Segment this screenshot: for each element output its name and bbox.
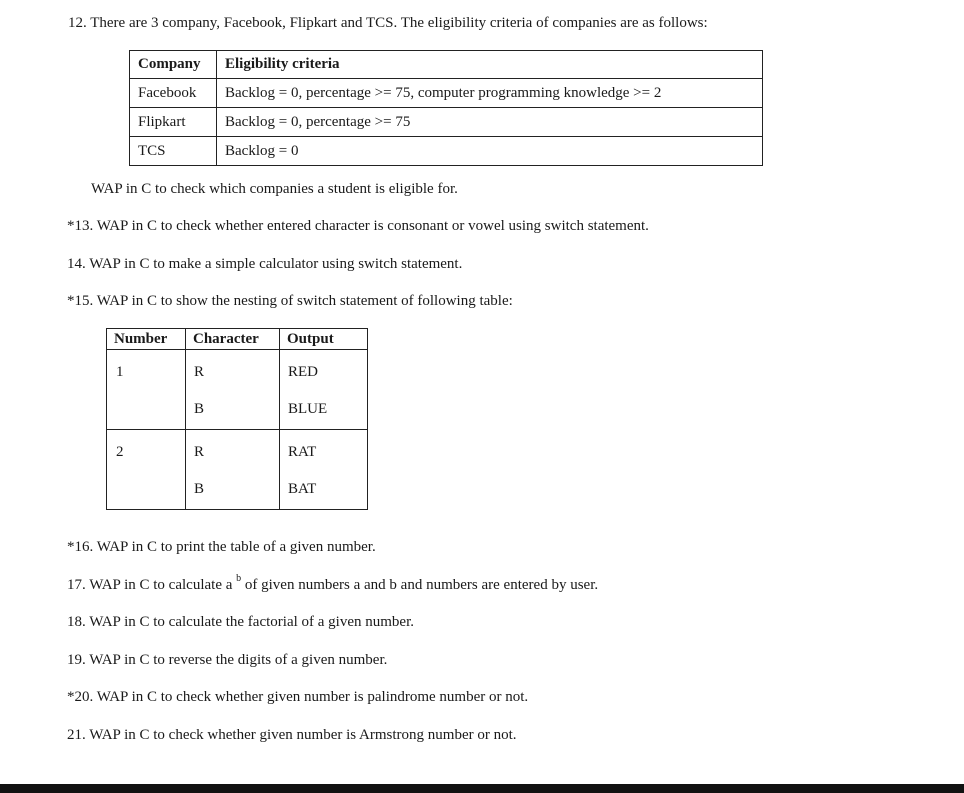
eligibility-table: [129, 50, 763, 166]
question-19: 19. WAP in C to reverse the digits of a given number.: [67, 652, 388, 668]
column-header-criteria: Eligibility criteria: [217, 51, 763, 79]
question-15: *15. WAP in C to show the nesting of switch statement of following table:: [67, 293, 513, 309]
column-header-number: Number: [107, 329, 186, 350]
table-row: [107, 471, 368, 510]
question-16: *16. WAP in C to print the table of a given number.: [67, 539, 376, 555]
question-17: [67, 575, 598, 595]
company-cell: Flipkart: [130, 108, 217, 137]
character-cell: R: [186, 350, 280, 392]
company-cell: Facebook: [130, 79, 217, 108]
question-14: 14. WAP in C to make a simple calculator using switch statement.: [67, 256, 463, 272]
column-header-company: Company: [130, 51, 217, 79]
company-cell: TCS: [130, 137, 217, 166]
page-bottom-bar: [0, 784, 964, 793]
criteria-cell: Backlog = 0: [217, 137, 763, 166]
criteria-cell: Backlog = 0, percentage >= 75: [217, 108, 763, 137]
question-21: 21. WAP in C to check whether given number is Armstrong number or not.: [67, 727, 517, 743]
criteria-cell: Backlog = 0, percentage >= 75, computer programming knowledge >= 2: [217, 79, 763, 108]
question-17-suffix: of given numbers a and b and numbers are entered by user.: [241, 577, 599, 593]
table-row: [107, 350, 368, 392]
output-cell: RAT: [280, 430, 368, 472]
number-cell: [107, 391, 186, 430]
table-header-row: [107, 329, 368, 350]
question-20: *20. WAP in C to check whether given number is palindrome number or not.: [67, 689, 529, 705]
table-row: [130, 137, 763, 166]
exponent-superscript: b: [236, 573, 242, 584]
number-cell: 2: [107, 430, 186, 472]
table-row: [107, 391, 368, 430]
number-cell: [107, 471, 186, 510]
switch-table: [106, 328, 368, 510]
character-cell: B: [186, 471, 280, 510]
output-cell: RED: [280, 350, 368, 392]
column-header-character: Character: [186, 329, 280, 350]
question-13: *13. WAP in C to check whether entered character is consonant or vowel using switch statement.: [67, 218, 649, 234]
table-header-row: [130, 51, 763, 79]
output-cell: BAT: [280, 471, 368, 510]
table-row: [130, 79, 763, 108]
character-cell: B: [186, 391, 280, 430]
column-header-output: Output: [280, 329, 368, 350]
character-cell: R: [186, 430, 280, 472]
number-cell: 1: [107, 350, 186, 392]
question-12-task: WAP in C to check which companies a student is eligible for.: [91, 181, 458, 197]
output-cell: BLUE: [280, 391, 368, 430]
table-row: [107, 430, 368, 472]
question-18: 18. WAP in C to calculate the factorial of a given number.: [67, 614, 414, 630]
question-17-prefix: 17. WAP in C to calculate a: [67, 577, 233, 593]
table-row: [130, 108, 763, 137]
question-12: 12. There are 3 company, Facebook, Flipkart and TCS. The eligibility criteria of companies are as follows:: [68, 15, 708, 31]
